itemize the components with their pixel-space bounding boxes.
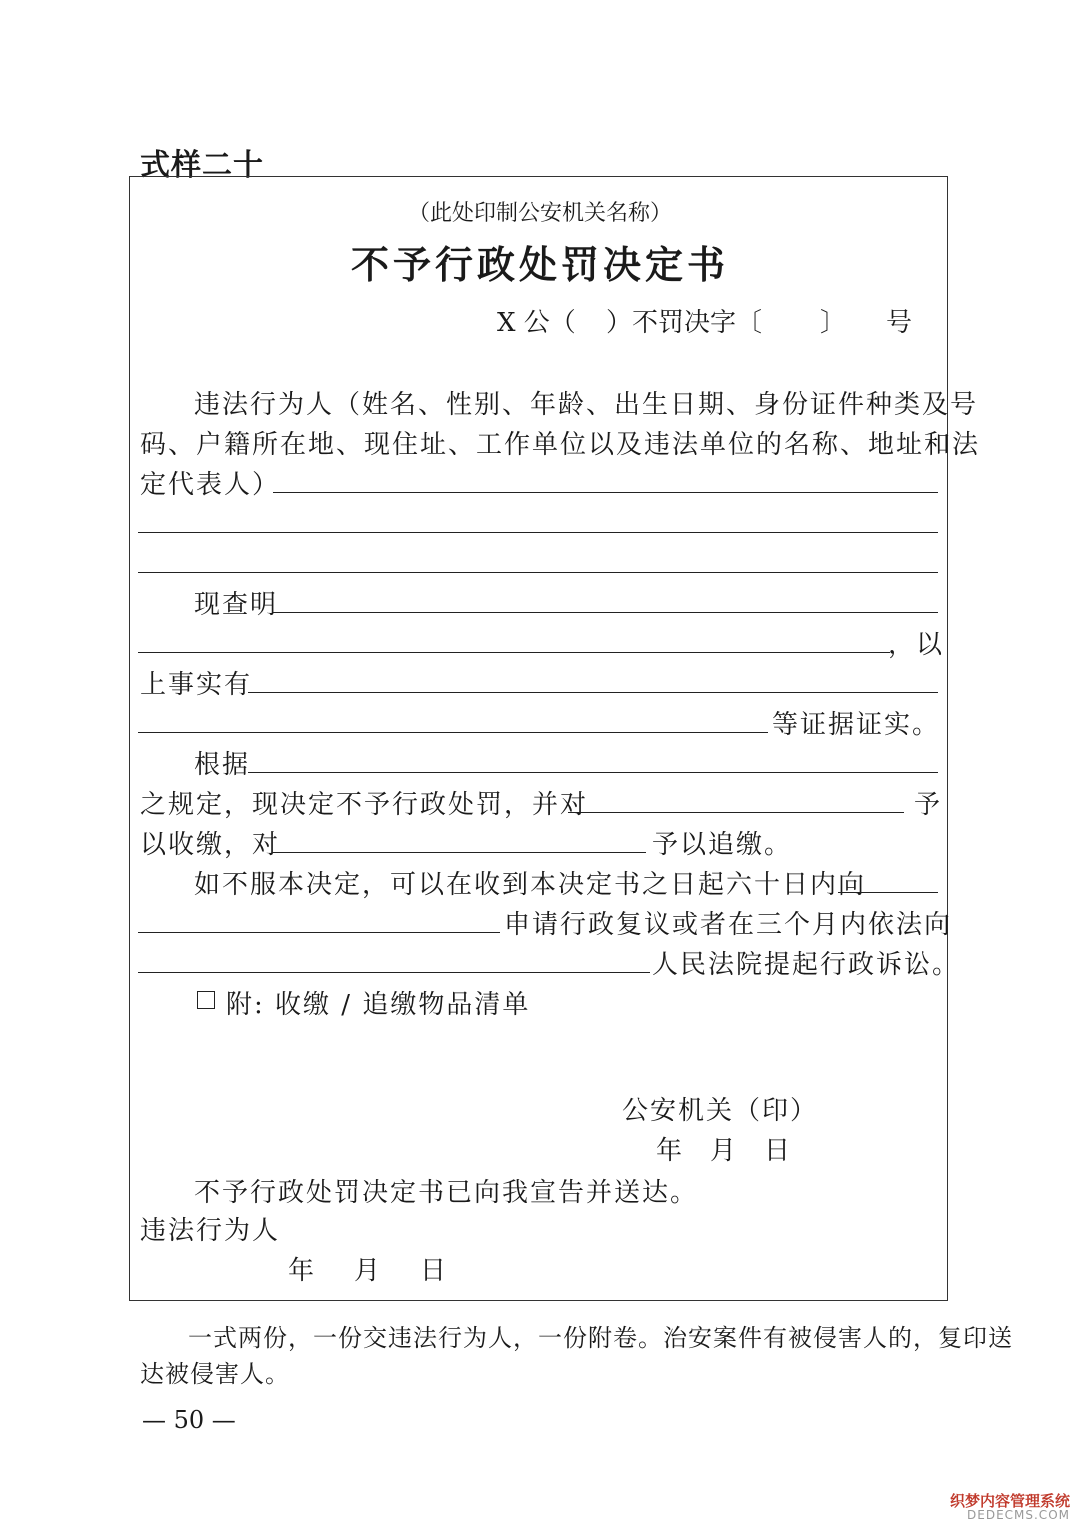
violator-fill-line[interactable] xyxy=(138,532,938,533)
findings-fill-line[interactable] xyxy=(138,652,890,653)
confiscated-items-fill-line[interactable] xyxy=(568,812,904,813)
collect-suffix: 予以追缴。 xyxy=(652,830,793,860)
violator-instruction-line3: 定代表人） xyxy=(140,470,281,500)
decision-prefix: 之规定，现决定不予行政处罚，并对 xyxy=(140,790,589,820)
agency-name-placeholder: （此处印制公安机关名称） xyxy=(407,201,672,226)
watermark-line1: 织梦内容管理系统 xyxy=(949,1491,1070,1510)
basis-fill-line[interactable] xyxy=(248,772,938,773)
review-authority-fill-line[interactable] xyxy=(838,892,938,893)
evidence-fill-line[interactable] xyxy=(248,692,938,693)
form-title: 不予行政处罚决定书 xyxy=(350,242,729,287)
violator-fill-line[interactable] xyxy=(273,492,938,493)
violator-instruction-line1: 违法行为人（姓名、性别、年龄、出生日期、身份证件种类及号 xyxy=(194,390,979,420)
violator-fill-line[interactable] xyxy=(138,572,938,573)
site-watermark xyxy=(949,1491,1070,1523)
receipt-year-label: 年 xyxy=(288,1256,317,1286)
recovered-items-fill-line[interactable] xyxy=(272,852,646,853)
attachment-checkbox[interactable] xyxy=(197,991,215,1009)
doc-number-suffix: 号 xyxy=(886,308,913,338)
sign-month-label: 月 xyxy=(710,1136,739,1166)
decision-suffix: 予 xyxy=(914,790,943,820)
sign-day-label: 日 xyxy=(764,1136,793,1166)
violator-signature-label: 违法行为人 xyxy=(140,1216,281,1246)
basis-label: 根据 xyxy=(194,750,251,780)
collect-prefix: 以收缴，对 xyxy=(140,830,281,860)
style-label: 式样二十 xyxy=(140,148,264,183)
found-label: 现查明 xyxy=(194,590,279,620)
receipt-month-label: 月 xyxy=(354,1256,383,1286)
footnote-line1: 一式两份，一份交违法行为人，一份附卷。治安案件有被侵害人的，复印送 xyxy=(188,1324,1013,1352)
violator-instruction-line2: 码、户籍所在地、现住址、工作单位以及违法单位的名称、地址和法 xyxy=(140,430,981,460)
review-authority-fill-line[interactable] xyxy=(138,932,500,933)
findings-fill-line[interactable] xyxy=(273,612,938,613)
evidence-label: 等证据证实。 xyxy=(772,710,941,740)
receipt-statement: 不予行政处罚决定书已向我宣告并送达。 xyxy=(194,1178,699,1208)
appeal-line3: 人民法院提起行政诉讼。 xyxy=(652,950,961,980)
doc-number-middle: ）不罚决字〔 xyxy=(606,308,763,338)
watermark-line2: DEDECMS.COM xyxy=(967,1508,1070,1523)
appeal-line1: 如不服本决定，可以在收到本决定书之日起六十日内向 xyxy=(194,870,867,900)
footnote-line2: 达被侵害人。 xyxy=(140,1360,290,1388)
facts-label: 上事实有 xyxy=(140,670,253,700)
doc-number-bracket-close: 〕 xyxy=(820,308,847,338)
appeal-line2: 申请行政复议或者在三个月内依法向 xyxy=(504,910,953,940)
sign-year-label: 年 xyxy=(656,1136,685,1166)
evidence-fill-line[interactable] xyxy=(138,732,768,733)
agency-seal-label: 公安机关（印） xyxy=(622,1096,819,1126)
doc-number-prefix: X 公（ xyxy=(497,308,576,338)
findings-to-label: ，以 xyxy=(888,630,945,660)
court-name-fill-line[interactable] xyxy=(138,972,650,973)
page-number: — 50 — xyxy=(142,1406,236,1434)
receipt-day-label: 日 xyxy=(420,1256,449,1286)
attachment-label: 附: 收缴 / 追缴物品清单 xyxy=(226,990,531,1020)
